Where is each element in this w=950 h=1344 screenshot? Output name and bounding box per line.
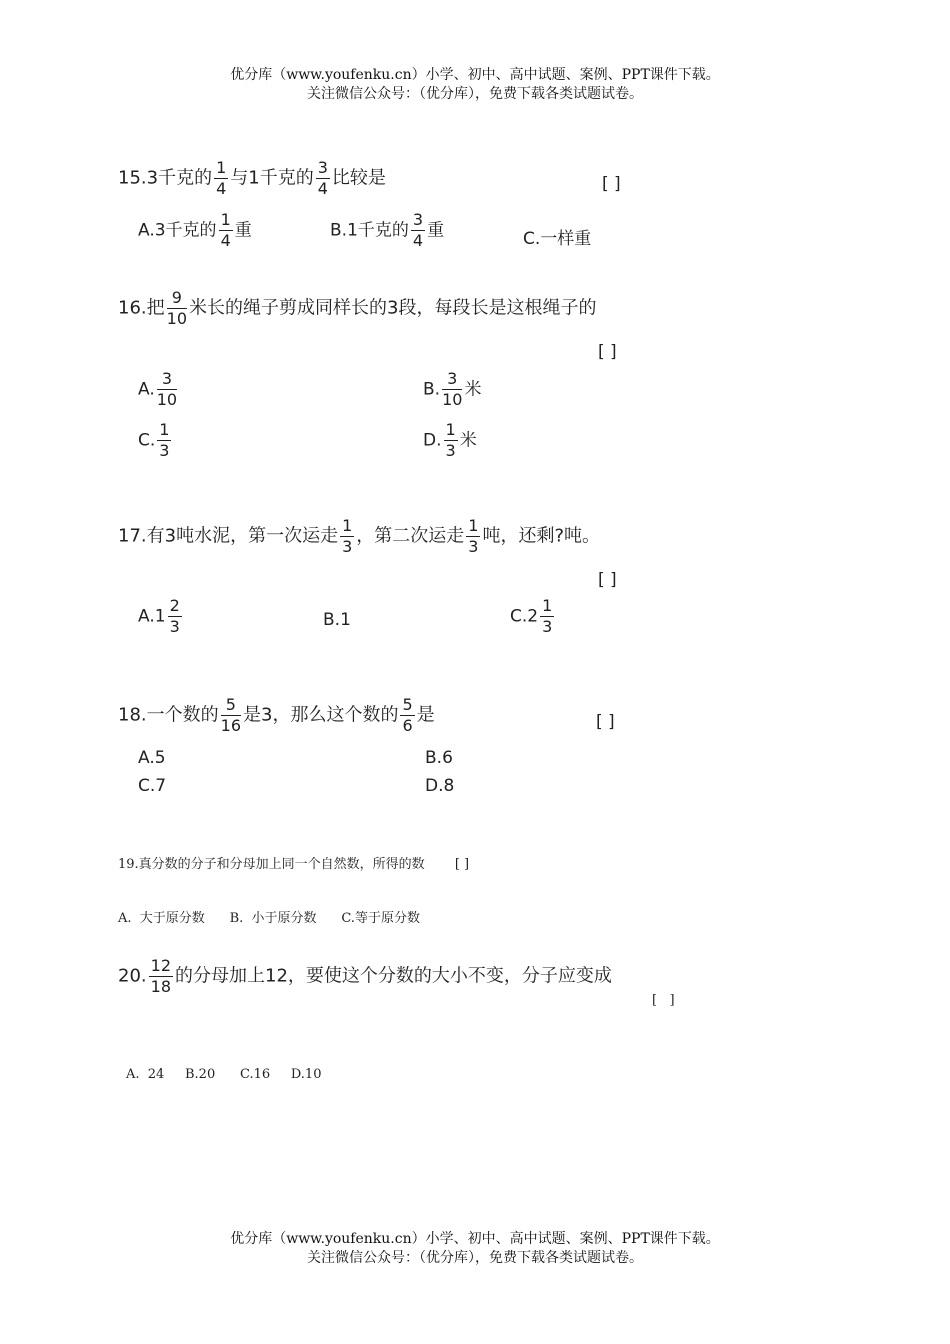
q17-fraction-2 xyxy=(466,518,480,555)
q16-option-c xyxy=(138,422,173,459)
denominator: 3 xyxy=(342,537,353,556)
q18-text-2: 是3，那么这个数的 xyxy=(243,704,399,726)
q19-answer-bracket: [ ] xyxy=(454,857,470,872)
q19-text: 19.真分数的分子和分母加上同一个自然数，所得的数 xyxy=(118,857,425,872)
q19-options: A. 大于原分数 B. 小于原分数 C.等于原分数 xyxy=(118,911,420,926)
option-b-text: B.1千克的 xyxy=(330,220,409,241)
numerator: 12 xyxy=(150,956,171,975)
q18-answer-bracket: [ ] xyxy=(596,712,615,732)
numerator: 1 xyxy=(220,210,231,229)
denominator: 4 xyxy=(317,179,328,198)
numerator: 1 xyxy=(445,420,456,439)
q15-text-1: 15.3千克的 xyxy=(118,167,213,189)
q20-answer-bracket: [ ] xyxy=(652,993,675,1008)
denominator: 4 xyxy=(412,231,424,250)
q18-option-a: A.5 xyxy=(138,748,166,768)
q16-option-d-fraction xyxy=(444,422,458,459)
q15-option-a xyxy=(138,212,252,249)
q15-option-a-fraction xyxy=(219,212,233,249)
option-a-text: A.1 xyxy=(138,606,166,627)
q15-fraction-2 xyxy=(316,160,330,197)
option-b-suffix: 米 xyxy=(464,379,482,400)
numerator: 9 xyxy=(167,290,187,309)
denominator: 3 xyxy=(542,617,553,636)
q17-option-a xyxy=(138,598,184,635)
denominator: 3 xyxy=(159,441,170,460)
q15-option-b xyxy=(330,212,444,249)
numerator: 3 xyxy=(317,158,328,177)
q18-option-b: B.6 xyxy=(425,748,453,768)
q15-text-3: 比较是 xyxy=(331,167,386,189)
q17-text-2: ，第二次运走 xyxy=(356,525,465,547)
header-line-1: 优分库（www.youfenku.cn）小学、初中、高中试题、案例、PPT课件下载。 xyxy=(230,67,720,83)
q18-option-c: C.7 xyxy=(138,776,167,796)
denominator: 3 xyxy=(169,617,180,636)
q17-answer-bracket: [ ] xyxy=(598,570,617,590)
option-d-text: D. xyxy=(423,430,442,451)
denominator: 16 xyxy=(220,716,241,735)
q17-text-1: 17.有3吨水泥，第一次运走 xyxy=(118,525,339,547)
q20-text-2: 的分母加上12，要使这个分数的大小不变，分子应变成 xyxy=(175,965,612,987)
q18-text-3: 是 xyxy=(416,704,435,726)
question-15 xyxy=(118,160,386,197)
q17-fraction-1 xyxy=(340,518,354,555)
q16-text-2: 米长的绳子剪成同样长的3段，每段长是这根绳子的 xyxy=(189,297,597,319)
page-footer xyxy=(0,1230,950,1268)
numerator: 2 xyxy=(169,596,180,615)
q16-option-b-fraction xyxy=(442,371,462,408)
q17-text-3: 吨，还剩?吨。 xyxy=(482,525,601,547)
page-header xyxy=(0,66,950,104)
q16-option-b xyxy=(423,371,481,408)
option-c-text: C. xyxy=(138,430,156,451)
q15-option-c: C.一样重 xyxy=(523,229,592,249)
denominator: 4 xyxy=(216,179,227,198)
q20-fraction xyxy=(149,958,173,995)
option-a-text: A. xyxy=(138,379,155,400)
question-17 xyxy=(118,518,600,555)
denominator: 18 xyxy=(150,977,171,996)
option-c-text: C.2 xyxy=(510,606,539,627)
question-18 xyxy=(118,697,435,734)
q17-option-c-fraction xyxy=(540,598,554,635)
q18-fraction-1 xyxy=(221,697,241,734)
denominator: 3 xyxy=(468,537,479,556)
numerator: 5 xyxy=(402,695,413,714)
numerator: 1 xyxy=(468,516,479,535)
denominator: 10 xyxy=(166,309,187,328)
question-19 xyxy=(118,853,469,872)
numerator: 3 xyxy=(442,371,462,390)
denominator: 3 xyxy=(445,441,456,460)
q15-answer-bracket: [ ] xyxy=(602,174,621,194)
numerator: 1 xyxy=(342,516,353,535)
option-b-text: B. xyxy=(423,379,441,400)
q20-options: A. 24 B.20 C.16 D.10 xyxy=(126,1067,322,1082)
q20-text-1: 20. xyxy=(118,965,147,987)
denominator: 10 xyxy=(156,390,178,409)
denominator: 10 xyxy=(442,390,463,409)
numerator: 3 xyxy=(157,371,177,390)
q17-option-c xyxy=(510,598,556,635)
question-16 xyxy=(118,290,596,327)
q16-option-d xyxy=(423,422,477,459)
option-a-suffix: 重 xyxy=(234,220,252,241)
q18-text-1: 18.一个数的 xyxy=(118,704,219,726)
numerator: 1 xyxy=(542,596,553,615)
q16-option-a xyxy=(138,371,179,408)
option-a-text: A.3千克的 xyxy=(138,220,217,241)
numerator: 5 xyxy=(221,697,241,716)
q17-option-a-fraction xyxy=(168,598,182,635)
footer-line-1: 优分库（www.youfenku.cn）小学、初中、高中试题、案例、PPT课件下载。 xyxy=(230,1231,720,1247)
q16-answer-bracket: [ ] xyxy=(598,342,617,362)
q15-option-b-fraction xyxy=(411,212,425,249)
q17-option-b: B.1 xyxy=(323,610,351,630)
denominator: 6 xyxy=(402,716,413,735)
q18-fraction-2 xyxy=(400,697,414,734)
numerator: 3 xyxy=(412,210,424,229)
q16-option-c-fraction xyxy=(157,422,171,459)
q16-option-a-fraction xyxy=(157,371,177,408)
question-20 xyxy=(118,958,612,995)
option-b-suffix: 重 xyxy=(427,220,445,241)
numerator: 1 xyxy=(216,158,227,177)
q16-text-1: 16.把 xyxy=(118,297,165,319)
q15-fraction-1 xyxy=(214,160,228,197)
option-d-suffix: 米 xyxy=(459,430,477,451)
numerator: 1 xyxy=(159,420,170,439)
q15-text-2: 与1千克的 xyxy=(230,167,314,189)
q18-option-d: D.8 xyxy=(425,776,455,796)
footer-line-2: 关注微信公众号：（优分库），免费下载各类试题试卷。 xyxy=(307,1250,643,1266)
q16-fraction xyxy=(167,290,187,327)
denominator: 4 xyxy=(220,231,231,250)
header-line-2: 关注微信公众号：（优分库），免费下载各类试题试卷。 xyxy=(307,86,643,102)
